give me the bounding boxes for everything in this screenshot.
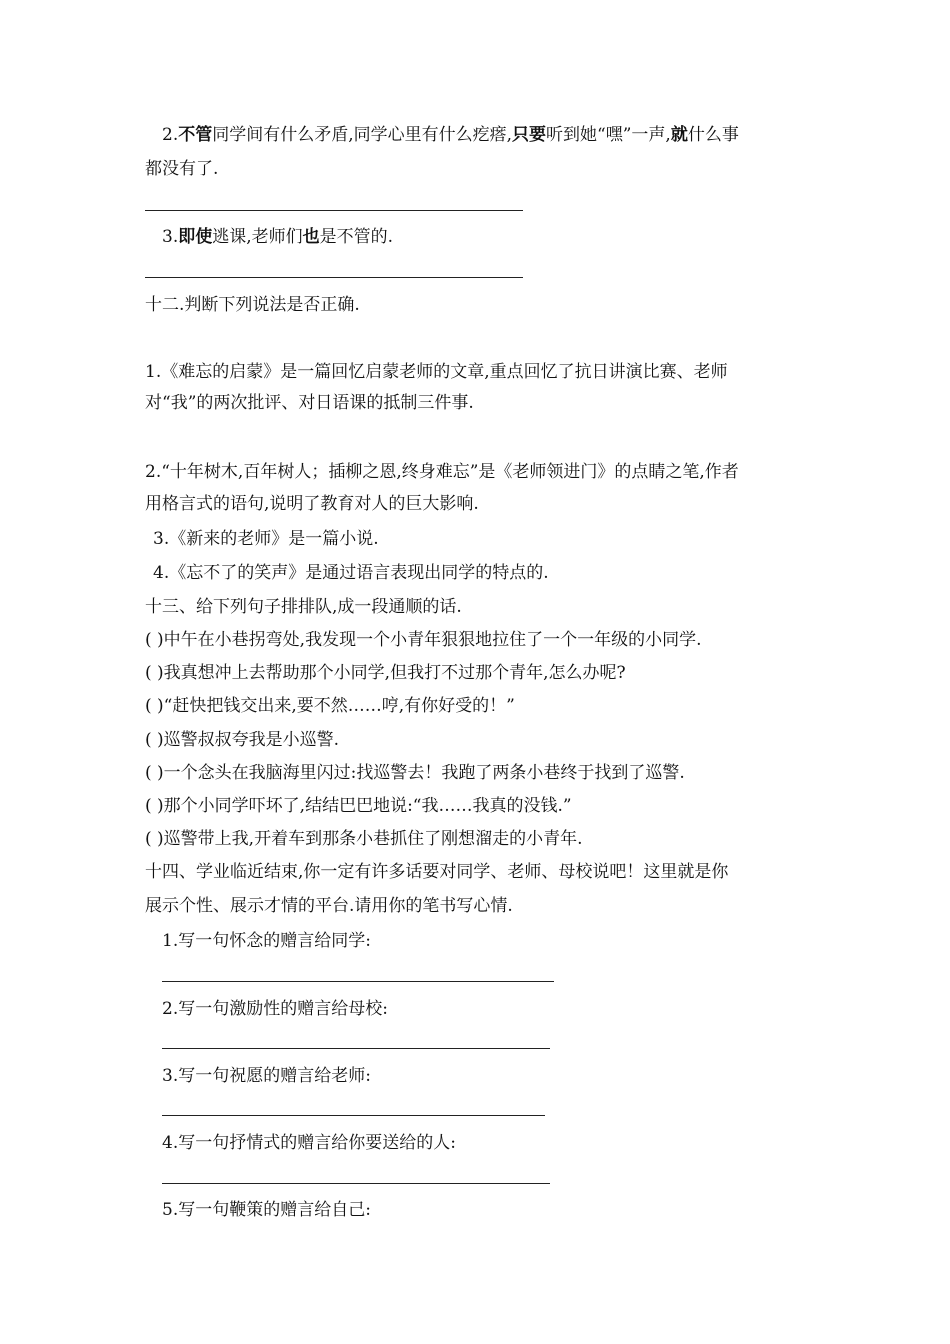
sentence-2-line-1 <box>162 124 739 146</box>
ordering-item: ( )巡警带上我,开着车到那条小巷抓住了刚想溜走的小青年. <box>145 829 583 849</box>
judgement-item-1-line-2: 对“我”的两次批评、对日语课的抵制三件事. <box>145 393 474 413</box>
ordering-item: ( )中午在小巷拐弯处,我发现一个小青年狠狠地拉住了一个一年级的小同学. <box>145 630 702 650</box>
ordering-item: ( )我真想冲上去帮助那个小同学,但我打不过那个青年,怎么办呢? <box>145 663 626 683</box>
ordering-item: ( )那个小同学吓坏了,结结巴巴地说:“我……我真的没钱.” <box>145 796 572 816</box>
message-prompt-1: 1.写一句怀念的赠言给同学: <box>162 931 371 951</box>
keyword: 就 <box>670 125 688 145</box>
judgement-item-2-line-1: 2.“十年树木,百年树人；插柳之恩,终身难忘”是《老师领进门》的点睛之笔,作者 <box>145 462 739 482</box>
sentence-2-line-2: 都没有了. <box>145 159 219 179</box>
sentence-3 <box>162 226 393 248</box>
message-prompt-5: 5.写一句鞭策的赠言给自己: <box>162 1200 371 1220</box>
answer-line[interactable] <box>162 1183 550 1184</box>
ordering-item: ( )“赶快把钱交出来,要不然……哼,有你好受的！” <box>145 696 515 716</box>
item-number: 3. <box>162 227 179 247</box>
answer-line[interactable] <box>162 1115 545 1116</box>
sentence-text: 逃课,老师们 <box>212 227 303 247</box>
message-prompt-4: 4.写一句抒情式的赠言给你要送给的人: <box>162 1133 456 1153</box>
item-number: 2. <box>162 125 179 145</box>
sentence-text: 是不管的. <box>319 227 394 247</box>
ordering-item: ( )巡警叔叔夸我是小巡警. <box>145 730 340 750</box>
judgement-item-2-line-2: 用格言式的语句,说明了教育对人的巨大影响. <box>145 494 479 514</box>
keyword: 即使 <box>178 227 213 247</box>
message-prompt-2: 2.写一句激励性的赠言给母校: <box>162 999 388 1019</box>
section-14-heading-line-1: 十四、学业临近结束,你一定有许多话要对同学、老师、母校说吧！这里就是你 <box>145 862 729 882</box>
message-prompt-3: 3.写一句祝愿的赠言给老师: <box>162 1066 371 1086</box>
section-14-heading-line-2: 展示个性、展示才情的平台.请用你的笔书写心情. <box>145 896 513 916</box>
judgement-item-4: 4.《忘不了的笑声》是通过语言表现出同学的特点的. <box>153 563 549 583</box>
answer-line[interactable] <box>145 210 523 211</box>
keyword: 不管 <box>178 125 213 145</box>
sentence-text: 听到她“嘿”一声, <box>546 125 671 145</box>
section-13-heading: 十三、给下列句子排排队,成一段通顺的话. <box>145 597 462 617</box>
keyword: 只要 <box>512 125 547 145</box>
section-12-heading: 十二.判断下列说法是否正确. <box>145 295 360 315</box>
answer-line[interactable] <box>162 1048 550 1049</box>
sentence-text: 同学间有什么矛盾,同学心里有什么疙瘩, <box>212 125 513 145</box>
keyword: 也 <box>302 227 320 247</box>
ordering-item: ( )一个念头在我脑海里闪过:找巡警去！我跑了两条小巷终于找到了巡警. <box>145 763 685 783</box>
answer-line[interactable] <box>145 277 523 278</box>
judgement-item-1-line-1: 1.《难忘的启蒙》是一篇回忆启蒙老师的文章,重点回忆了抗日讲演比赛、老师 <box>145 362 728 382</box>
judgement-item-3: 3.《新来的老师》是一篇小说. <box>153 529 379 549</box>
answer-line[interactable] <box>162 981 554 982</box>
sentence-text: 什么事 <box>687 125 739 145</box>
